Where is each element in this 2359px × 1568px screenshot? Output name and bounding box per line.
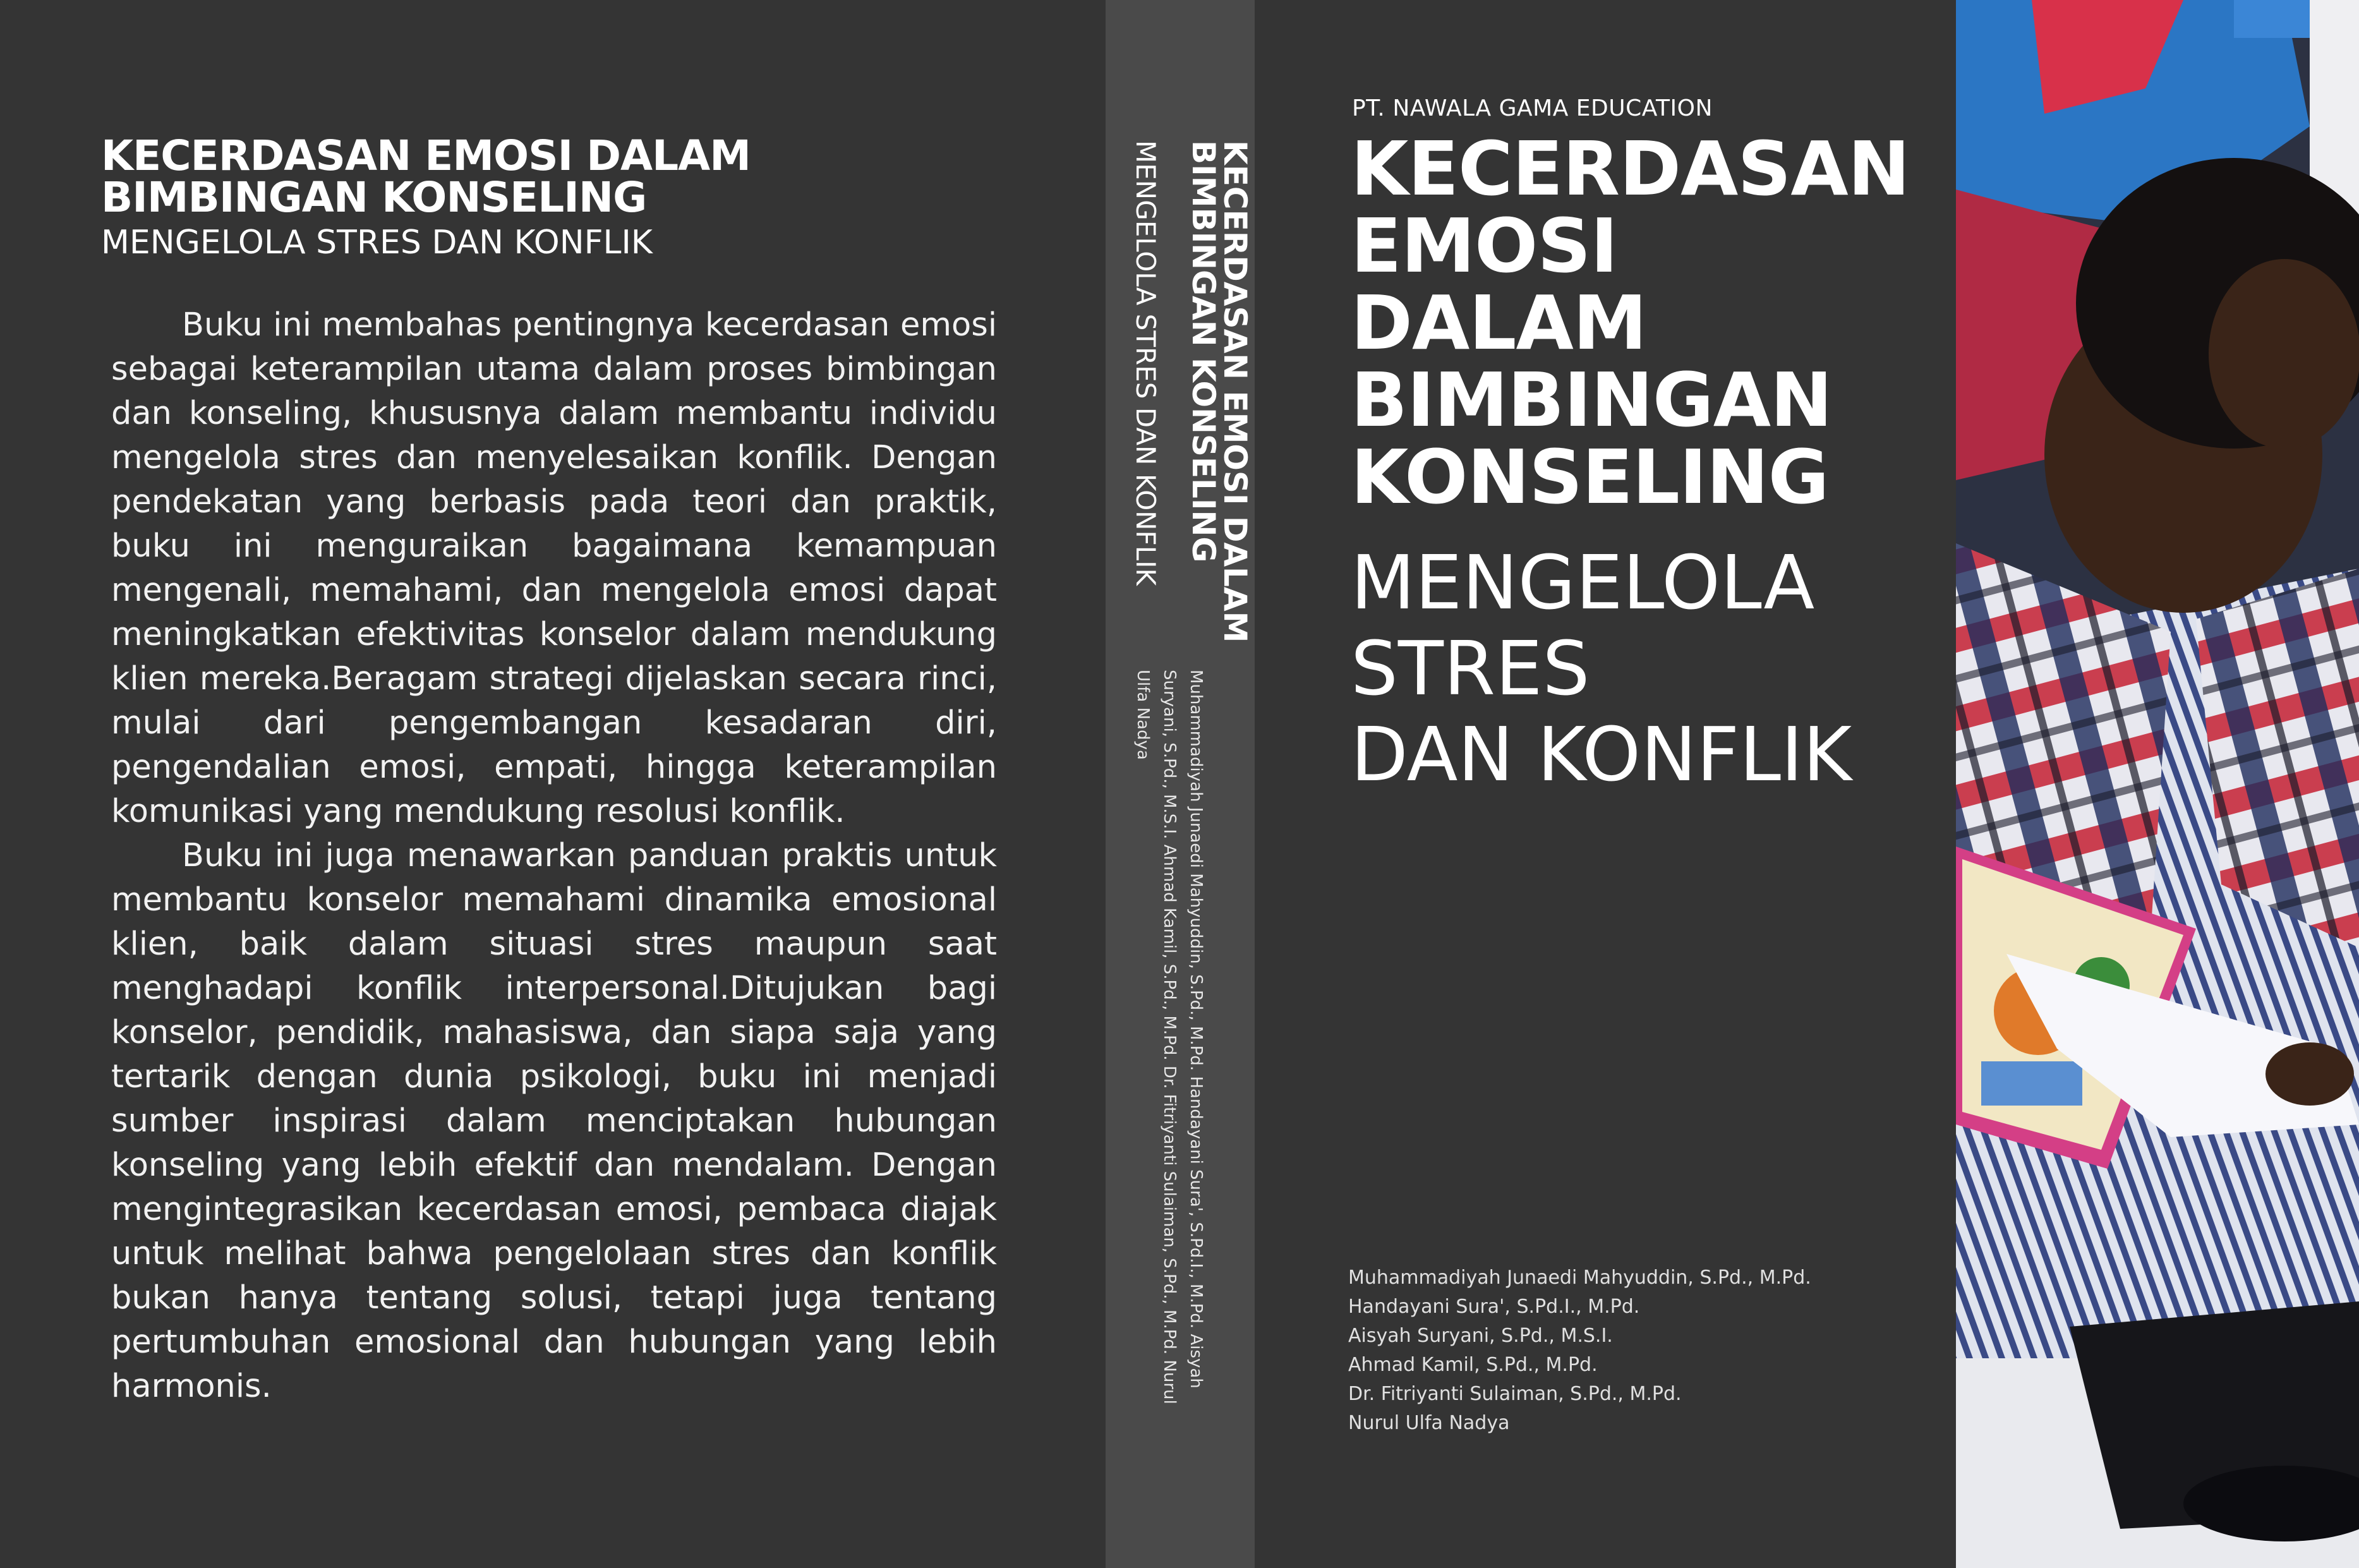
blurb-paragraph-1: Buku ini membahas pentingnya kecerdasan emosi sebagai keterampilan utama dalam proses bimbingan dan konseling, khususnya dalam membantu individu mengelola stres dan menyelesaikan konflik. Dengan pendekatan yang berbasis pada teori dan praktik, buku ini menguraikan bagaimana kemampuan mengenali, memahami, dan mengelola emosi dapat meningkatkan efektivitas konselor dalam mendukung klien mereka.Beragam strategi dijelaskan secara rinci, mulai dari pengembangan kesadaran diri, pengendalian emosi, empati, hingga keterampilan komunikasi yang mendukung resolusi konflik. [111, 306, 997, 830]
spine-title-line2: BIMBINGAN KONSELING [1185, 140, 1222, 563]
back-cover-title [101, 131, 751, 222]
spine-title [1185, 140, 1253, 643]
back-cover-subtitle: MENGELOLA STRES DAN KONFLIK [101, 224, 653, 262]
spine-subtitle: MENGELOLA STRES DAN KONFLIK [1130, 140, 1161, 586]
author-name: Nurul Ulfa Nadya [1348, 1412, 1510, 1434]
front-cover-subtitle [1351, 540, 1919, 797]
author-list [1348, 1263, 1811, 1438]
front-title-line: EMOSI [1351, 202, 1618, 289]
blurb-paragraph-2: Buku ini juga menawarkan panduan praktis untuk membantu konselor memahami dinamika emosional klien, baik dalam situasi stres maupun saat menghadapi konflik interpersonal.Ditujukan bagi konselor, pendidik, mahasiswa, dan siapa saja yang tertarik dengan dunia psikologi, buku ini menjadi sumber inspirasi dalam menciptakan hubungan konseling yang lebih efektif dan mendalam. Dengan mengintegrasikan kecerdasan emosi, pembaca diajak untuk melihat bahwa pengelolaan stres dan konflik bukan hanya tentang solusi, tetapi juga tentang pertumbuhan emosional dan hubungan yang lebih harmonis. [111, 837, 997, 1405]
front-title-line: KONSELING [1351, 433, 1829, 521]
front-subtitle-line: DAN KONFLIK [1351, 711, 1852, 798]
front-title-line: KECERDASAN [1351, 125, 1910, 212]
front-subtitle-line: MENGELOLA [1351, 539, 1815, 626]
front-cover-title [1351, 125, 1919, 521]
spine-title-line1: KECERDASAN EMOSI DALAM [1217, 140, 1253, 643]
back-cover-title-line1: KECERDASAN EMOSI DALAM [101, 131, 751, 180]
front-subtitle-line: STRES [1351, 625, 1590, 712]
cover-photo-boy-reading [1956, 0, 2359, 1568]
author-name: Dr. Fitriyanti Sulaiman, S.Pd., M.Pd. [1348, 1383, 1682, 1405]
back-cover-blurb [111, 303, 997, 1409]
front-title-line: BIMBINGAN [1351, 356, 1832, 443]
cover-photo-illustration [1956, 0, 2359, 1568]
publisher-name: PT. NAWALA GAMA EDUCATION [1352, 95, 1713, 121]
author-name: Aisyah Suryani, S.Pd., M.S.I. [1348, 1325, 1613, 1347]
back-cover-title-line2: BIMBINGAN KONSELING [101, 173, 647, 222]
spine-authors: Muhammadiyah Junaedi Mahyuddin, S.Pd., M.Pd. Handayani Sura', S.Pd.I., M.Pd. Aisyah Suryani, S.Pd., M.S.I. Ahmad Kamil, S.Pd., M.Pd. Dr. Fitriyanti Sulaiman, S.Pd., M.Pd. Nurul Ulfa Nadya [1133, 670, 1205, 1404]
author-name: Muhammadiyah Junaedi Mahyuddin, S.Pd., M.Pd. [1348, 1267, 1811, 1289]
author-name: Ahmad Kamil, S.Pd., M.Pd. [1348, 1354, 1598, 1376]
front-title-line: DALAM [1351, 279, 1647, 366]
author-name: Handayani Sura', S.Pd.I., M.Pd. [1348, 1296, 1640, 1318]
